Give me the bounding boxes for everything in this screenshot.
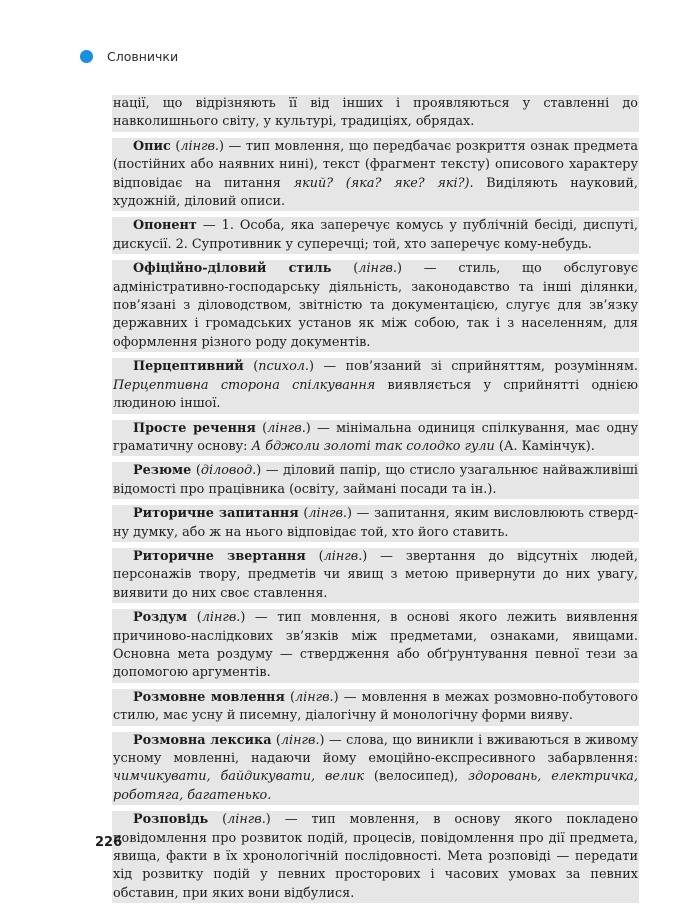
entry-text: ( [271,732,281,748]
entry-text: ) — мовлення в межах розмовно-побутового стилю, має усну й писемну, діалогічну й монологічну форми вияву. [113,689,639,724]
entry-text: — 1. Особа, яка заперечує комусь у публічній бесіді, диспуті, дискусії. 2. Супротивник у суперечці; той, хто заперечує кому-небудь. [113,218,638,252]
entry-italic: здоровань, електричка, роботяга, багатенько. [113,769,638,803]
entry-term: Риторичне звертання [133,548,306,564]
entry-text: ( [305,548,324,564]
glossary-entry [112,260,639,352]
entry-text: ) — звертання до відсутніх людей, персонажів твору, предметів чи явищ з метою привернути до них увагу, виявити до них своє ставлення. [113,548,639,601]
entry-italic: лінгв. [227,812,266,828]
glossary-entry [112,462,639,499]
entry-text: виявляється у сприйнятті однією людиною іншої. [113,377,638,412]
glossary-entry [112,811,639,903]
entry-italic: лінгв. [358,261,397,277]
entry-text: ( [298,506,309,522]
entry-italic: лінгв. [294,689,334,705]
entry-text: ( [243,359,259,375]
entry-italic: діловод. [200,463,257,479]
entry-term: Резюме [133,463,192,479]
page-number: 226 [95,835,123,850]
entry-italic: лінгв. [267,420,306,436]
entry-text: ) — мінімальна одиниця спілкування, має одну граматичну основу: [113,420,639,454]
entry-term: Розмовна лексика [133,732,272,748]
entry-text: ( [187,610,202,626]
entry-text: ) — слова, що виникли і вживаються в живому усному мовленні, надаючи йому емоційно-експресивного забарвлення: [113,732,639,766]
entry-text: ( [331,261,359,277]
glossary-entry [112,505,639,542]
entry-text: (велосипед), [364,769,469,785]
entry-text: нації, що відрізняють її від інших і проявляються у ставленні до навколишнього світу, у культурі, традиціях, обрядах. [113,96,638,130]
page-header [80,49,178,64]
entry-italic: чимчикувати, байдикувати, велик [113,769,365,785]
glossary-content [112,95,639,909]
entry-text: ) — пов’язаний зі сприйняттям, розумінням. [309,359,638,375]
entry-italic: Перцептивна сторона спілкування [113,377,376,393]
entry-text: ) — тип мовлення, в основі якого лежить виявлення причиново-наслідкових зв’язків між предметами, ознаками, явищами. Основна мета роздуму — ствердження або обґрунтування певної тези за допомогою аргументів. [113,610,639,681]
entry-italic: А бджоли золоті так солодко гули [251,438,495,454]
glossary-entry [112,609,639,683]
entry-italic: лінгв. [201,610,241,626]
entry-text: ( [191,463,201,479]
entry-italic: який? (яка? яке? які?) [293,175,470,191]
entry-italic: лінгв. [308,506,347,522]
entry-italic: психол. [258,359,309,375]
entry-italic: лінгв. [280,732,320,748]
glossary-entry [112,138,639,212]
entry-term: Розповідь [133,812,209,828]
glossary-entry [112,689,639,726]
glossary-entry [112,358,639,413]
entry-term: Розмовне мовлення [133,689,285,705]
glossary-entry [112,548,639,603]
glossary-entry [112,217,639,254]
entry-text: ( [284,689,295,705]
entry-term: Офіційно-діловий стиль [133,261,332,277]
entry-text: ) — тип мовлення, в основу якого покладено повідомлення про розвиток подій, процесів, повідомлення про дії предмета, явища, факти в їх хронологічній послідовності. Мета розповіді — передати хід розвитку подій у певних просторових і часових умовах за певних обставин, при яких вони відбулися. [113,812,638,901]
entry-text: ) — діловий папір, що стисло узагальнює найважливіші відомості про працівника (освіту, займані посади та ін.). [113,463,638,497]
entry-text: (А. Камінчук). [494,438,595,454]
entry-term: Опонент [133,218,197,234]
entry-text: ) — тип мовлення, що передбачає розкриття ознак предмета (постійних або наявних нині), текст (фрагмент тексту) описового характеру відповідає на питання [113,138,638,191]
entry-text: ( [170,138,181,154]
entry-text: ( [208,812,228,828]
entry-italic: лінгв. [323,548,363,564]
entry-text: . Виділяють науковий, художній, діловий описи. [113,175,638,210]
section-title: Словнички [107,49,179,64]
entry-term: Риторичне запитання [133,506,299,522]
entry-text: ) — стиль, що обслуговує адміністративно-господарську діяльність, законодавство та інші ділянки, пов’язані з діловодством, звітністю та документацією, слугує для зв’язку державних і громадських установ як між собою, так і з населенням, для оформлення різного роду документів. [113,261,638,350]
glossary-continuation [112,95,639,132]
section-bullet-icon [80,50,93,63]
entry-term: Опис [133,138,171,154]
entry-term: Просте речення [133,420,256,436]
entry-italic: лінгв. [180,138,219,154]
entry-term: Роздум [133,610,188,626]
glossary-entry [112,420,639,457]
glossary-entry [112,732,639,806]
entry-text: ( [255,420,268,436]
entry-term: Перцептивний [133,359,244,375]
entry-text: ) — запитання, яким висловлюють ствердну думку, або ж на нього відповідає той, хто його ставить. [113,506,639,540]
